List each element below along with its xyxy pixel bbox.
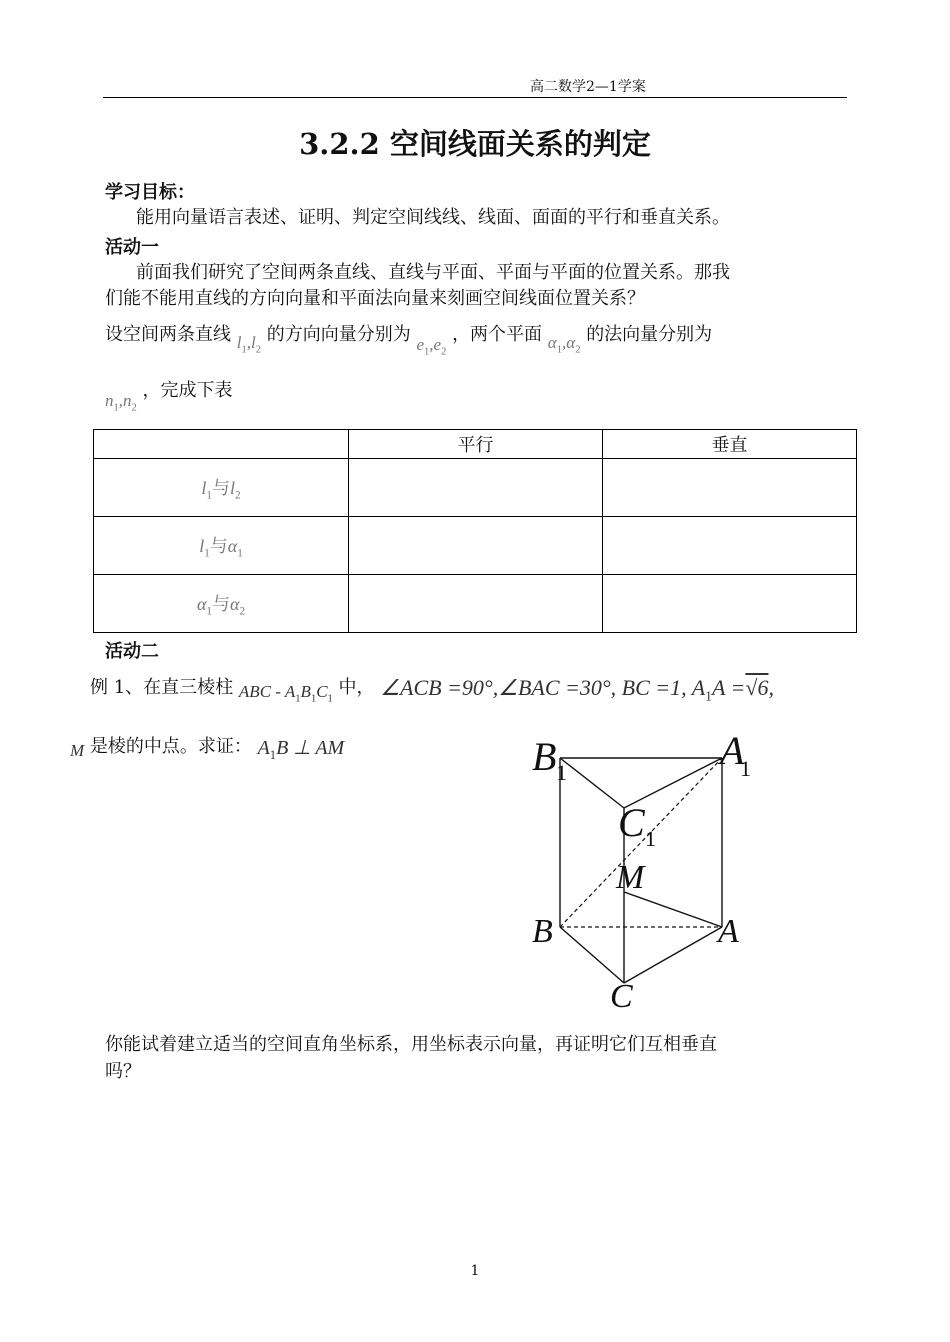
cell-alpha1-alpha2-parallel[interactable] (349, 575, 603, 633)
example1-zhong: 中， (338, 677, 375, 698)
math-e1-e2: $e_1,e_2$ (416, 335, 447, 358)
label-B1-sub: 1 (556, 760, 567, 785)
prism-diagram (500, 720, 800, 1020)
label-B: B (532, 913, 553, 950)
table-row (94, 517, 857, 575)
math-alpha1-alpha2: $\alpha_1,\alpha_2$ (547, 333, 581, 356)
header-rule (103, 97, 847, 98)
math-prism-name: ABC - $A_1B_1C_1$ (238, 682, 333, 705)
example1-intro: 例 1、在直三棱柱 (90, 677, 234, 698)
table-header-parallel: 平行 (349, 430, 603, 459)
math-m: M (70, 741, 85, 760)
math-prove-statement: $A_1B$ ⊥ AM (257, 737, 345, 762)
table-row (94, 575, 857, 633)
activity1-setup-line (105, 322, 713, 358)
activity2-heading: 活动二 (105, 641, 159, 662)
question-line1: 你能试着建立适当的空间直角坐标系，用坐标表示向量，再证明它们互相垂直 (105, 1034, 717, 1055)
label-C1-sub: 1 (645, 826, 656, 851)
setup-text-d: 的法向量分别为 (586, 324, 713, 345)
label-B1: B (532, 734, 557, 779)
question-line2: 吗？ (105, 1061, 141, 1082)
math-l1-l2: $l_1,l_2$ (236, 333, 261, 356)
edge-C-A (624, 927, 722, 983)
table-header-perpendicular: 垂直 (603, 430, 857, 459)
activity1-paragraph-line1: 前面我们研究了空间两条直线、直线与平面、平面与平面的位置关系。那我 (136, 262, 730, 283)
example1-line (90, 673, 774, 708)
activity1-setup-line2 (105, 378, 233, 414)
header-text: 高二数学2—1学案 (530, 79, 646, 95)
row-label-l1-l2: $l_1$与$l_2$ (94, 459, 349, 517)
label-C1: C (618, 800, 645, 845)
math-conditions: ∠ACB =90°,∠BAC =30°, BC =1, $A_1A =√6$, (380, 675, 774, 704)
cell-alpha1-alpha2-perpendicular[interactable] (603, 575, 857, 633)
page-number: 1 (470, 1263, 480, 1279)
activity1-paragraph-line2: 们能不能用直线的方向向量和平面法向量来刻画空间线面位置关系？ (105, 288, 645, 309)
segment-M-A (624, 892, 722, 927)
math-n1-n2: $n_1,n_2$ (105, 391, 137, 414)
cell-l1-alpha1-perpendicular[interactable] (603, 517, 857, 575)
row-label-l1-alpha1: $l_1$与$\alpha_1$ (94, 517, 349, 575)
activity1-heading: 活动一 (105, 237, 159, 258)
setup-text-a: 设空间两条直线 (105, 324, 231, 345)
setup-text-b: 的方向向量分别为 (266, 324, 411, 345)
label-A: A (718, 913, 739, 950)
label-M: M (616, 859, 645, 896)
page-title: 3.2.2 空间线面关系的判定 (299, 127, 651, 161)
setup-text-e: ，完成下表 (142, 380, 233, 401)
table-header-empty (94, 430, 349, 459)
cell-l1-l2-parallel[interactable] (349, 459, 603, 517)
example1-prove-text: 是棱的中点。求证： (89, 736, 252, 757)
setup-text-c: ，两个平面 (452, 324, 543, 345)
label-C: C (610, 978, 633, 1015)
label-A1-sub: 1 (740, 756, 751, 781)
objectives-heading: 学习目标： (105, 182, 195, 203)
edge-B1-C1 (560, 758, 624, 808)
relationship-table (93, 429, 857, 633)
row-label-alpha1-alpha2: $\alpha_1$与$\alpha_2$ (94, 575, 349, 633)
objectives-text: 能用向量语言表述、证明、判定空间线线、线面、面面的平行和垂直关系。 (136, 207, 730, 228)
table-row (94, 459, 857, 517)
example1-prove-line (70, 733, 344, 766)
table-header-row (94, 430, 857, 459)
edge-B-C (560, 927, 624, 983)
label-A1: A (720, 728, 745, 773)
cell-l1-l2-perpendicular[interactable] (603, 459, 857, 517)
cell-l1-alpha1-parallel[interactable] (349, 517, 603, 575)
